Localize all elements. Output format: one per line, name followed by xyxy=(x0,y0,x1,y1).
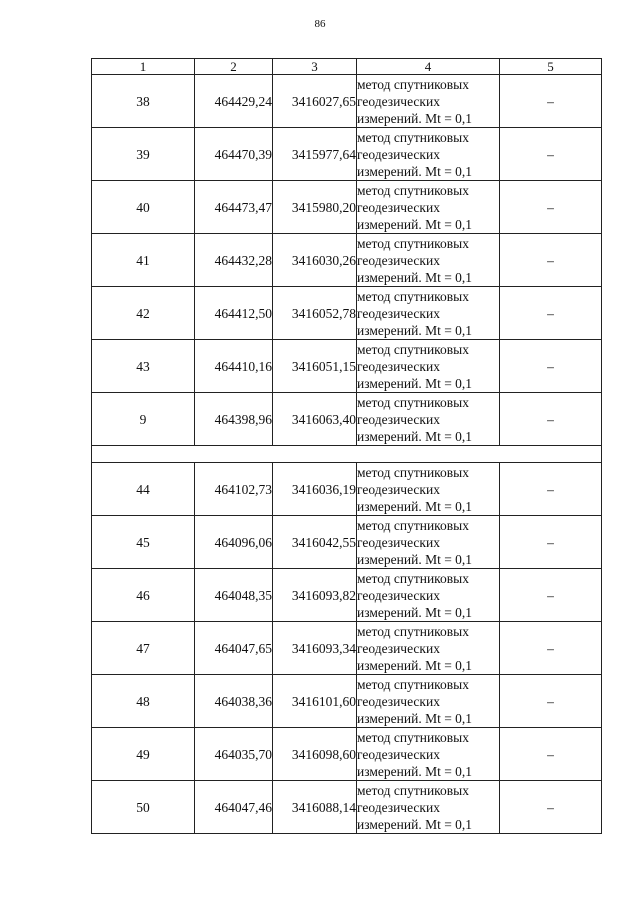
x-coordinate-cell: 464470,39 xyxy=(195,128,273,181)
column-header: 2 xyxy=(195,59,273,75)
method-cell xyxy=(357,781,500,834)
point-number-cell: 9 xyxy=(92,393,195,446)
point-number-cell: 41 xyxy=(92,234,195,287)
note-cell: – xyxy=(500,463,602,516)
note-cell: – xyxy=(500,234,602,287)
method-line: геодезических xyxy=(357,199,440,215)
y-coordinate-cell: 3416027,65 xyxy=(273,75,357,128)
method-line: метод спутниковых xyxy=(357,182,469,198)
note-cell: – xyxy=(500,75,602,128)
x-coordinate-cell: 464410,16 xyxy=(195,340,273,393)
point-number-cell: 47 xyxy=(92,622,195,675)
method-line: измерений. Mt = 0,1 xyxy=(357,657,473,673)
method-line: геодезических xyxy=(357,534,440,550)
method-line: измерений. Mt = 0,1 xyxy=(357,428,473,444)
y-coordinate-cell: 3416051,15 xyxy=(273,340,357,393)
table-row xyxy=(92,463,602,516)
point-number-cell: 48 xyxy=(92,675,195,728)
y-coordinate-cell: 3416036,19 xyxy=(273,463,357,516)
method-cell xyxy=(357,234,500,287)
point-number-cell: 39 xyxy=(92,128,195,181)
note-cell: – xyxy=(500,569,602,622)
method-line: метод спутниковых xyxy=(357,129,469,145)
table-row xyxy=(92,728,602,781)
column-header: 4 xyxy=(357,59,500,75)
method-line: геодезических xyxy=(357,93,440,109)
x-coordinate-cell: 464412,50 xyxy=(195,287,273,340)
table-row xyxy=(92,181,602,234)
method-line: измерений. Mt = 0,1 xyxy=(357,498,473,514)
table-row xyxy=(92,516,602,569)
table-header-row xyxy=(92,59,602,75)
method-line: измерений. Mt = 0,1 xyxy=(357,551,473,567)
method-line: измерений. Mt = 0,1 xyxy=(357,375,473,391)
y-coordinate-cell: 3416088,14 xyxy=(273,781,357,834)
method-line: измерений. Mt = 0,1 xyxy=(357,163,473,179)
table-row xyxy=(92,675,602,728)
method-line: метод спутниковых xyxy=(357,570,469,586)
method-cell xyxy=(357,569,500,622)
method-line: измерений. Mt = 0,1 xyxy=(357,604,473,620)
table-row xyxy=(92,393,602,446)
method-line: измерений. Mt = 0,1 xyxy=(357,216,473,232)
x-coordinate-cell: 464038,36 xyxy=(195,675,273,728)
table-separator-row xyxy=(92,446,602,463)
point-number-cell: 49 xyxy=(92,728,195,781)
x-coordinate-cell: 464429,24 xyxy=(195,75,273,128)
note-cell: – xyxy=(500,181,602,234)
method-line: измерений. Mt = 0,1 xyxy=(357,322,473,338)
coordinates-table xyxy=(91,58,602,834)
x-coordinate-cell: 464096,06 xyxy=(195,516,273,569)
table-row xyxy=(92,340,602,393)
y-coordinate-cell: 3416093,82 xyxy=(273,569,357,622)
method-cell xyxy=(357,516,500,569)
column-header: 5 xyxy=(500,59,602,75)
x-coordinate-cell: 464432,28 xyxy=(195,234,273,287)
y-coordinate-cell: 3416101,60 xyxy=(273,675,357,728)
table-row xyxy=(92,781,602,834)
method-cell xyxy=(357,128,500,181)
method-line: измерений. Mt = 0,1 xyxy=(357,269,473,285)
method-cell xyxy=(357,75,500,128)
method-line: геодезических xyxy=(357,799,440,815)
x-coordinate-cell: 464047,46 xyxy=(195,781,273,834)
table-body xyxy=(92,59,602,834)
method-line: метод спутниковых xyxy=(357,782,469,798)
method-cell xyxy=(357,287,500,340)
column-header: 3 xyxy=(273,59,357,75)
x-coordinate-cell: 464048,35 xyxy=(195,569,273,622)
x-coordinate-cell: 464398,96 xyxy=(195,393,273,446)
y-coordinate-cell: 3415980,20 xyxy=(273,181,357,234)
x-coordinate-cell: 464035,70 xyxy=(195,728,273,781)
method-cell xyxy=(357,622,500,675)
point-number-cell: 44 xyxy=(92,463,195,516)
method-line: геодезических xyxy=(357,411,440,427)
method-line: геодезических xyxy=(357,305,440,321)
y-coordinate-cell: 3416093,34 xyxy=(273,622,357,675)
note-cell: – xyxy=(500,675,602,728)
method-line: метод спутниковых xyxy=(357,517,469,533)
x-coordinate-cell: 464102,73 xyxy=(195,463,273,516)
note-cell: – xyxy=(500,516,602,569)
method-line: геодезических xyxy=(357,640,440,656)
table-row xyxy=(92,128,602,181)
method-line: метод спутниковых xyxy=(357,235,469,251)
method-line: геодезических xyxy=(357,746,440,762)
note-cell: – xyxy=(500,128,602,181)
note-cell: – xyxy=(500,393,602,446)
method-line: метод спутниковых xyxy=(357,394,469,410)
point-number-cell: 43 xyxy=(92,340,195,393)
method-line: метод спутниковых xyxy=(357,76,469,92)
method-cell xyxy=(357,181,500,234)
column-header: 1 xyxy=(92,59,195,75)
y-coordinate-cell: 3416098,60 xyxy=(273,728,357,781)
method-line: измерений. Mt = 0,1 xyxy=(357,763,473,779)
page-number: 86 xyxy=(314,18,326,30)
method-line: измерений. Mt = 0,1 xyxy=(357,710,473,726)
method-line: метод спутниковых xyxy=(357,623,469,639)
method-cell xyxy=(357,340,500,393)
x-coordinate-cell: 464473,47 xyxy=(195,181,273,234)
note-cell: – xyxy=(500,340,602,393)
method-line: измерений. Mt = 0,1 xyxy=(357,816,473,832)
note-cell: – xyxy=(500,622,602,675)
point-number-cell: 45 xyxy=(92,516,195,569)
y-coordinate-cell: 3416030,26 xyxy=(273,234,357,287)
point-number-cell: 46 xyxy=(92,569,195,622)
y-coordinate-cell: 3416042,55 xyxy=(273,516,357,569)
method-line: метод спутниковых xyxy=(357,341,469,357)
y-coordinate-cell: 3416063,40 xyxy=(273,393,357,446)
x-coordinate-cell: 464047,65 xyxy=(195,622,273,675)
method-cell xyxy=(357,728,500,781)
table-row xyxy=(92,622,602,675)
table-row xyxy=(92,234,602,287)
point-number-cell: 42 xyxy=(92,287,195,340)
note-cell: – xyxy=(500,781,602,834)
method-cell xyxy=(357,463,500,516)
method-line: измерений. Mt = 0,1 xyxy=(357,110,473,126)
method-line: геодезических xyxy=(357,252,440,268)
method-line: геодезических xyxy=(357,358,440,374)
method-line: геодезических xyxy=(357,693,440,709)
method-line: метод спутниковых xyxy=(357,676,469,692)
method-line: метод спутниковых xyxy=(357,464,469,480)
method-cell xyxy=(357,393,500,446)
table-row xyxy=(92,287,602,340)
note-cell: – xyxy=(500,728,602,781)
point-number-cell: 38 xyxy=(92,75,195,128)
method-line: метод спутниковых xyxy=(357,729,469,745)
table-row xyxy=(92,75,602,128)
note-cell: – xyxy=(500,287,602,340)
method-line: геодезических xyxy=(357,481,440,497)
y-coordinate-cell: 3416052,78 xyxy=(273,287,357,340)
method-line: геодезических xyxy=(357,587,440,603)
method-cell xyxy=(357,675,500,728)
separator-cell xyxy=(92,446,602,463)
method-line: геодезических xyxy=(357,146,440,162)
method-line: метод спутниковых xyxy=(357,288,469,304)
table-row xyxy=(92,569,602,622)
point-number-cell: 40 xyxy=(92,181,195,234)
point-number-cell: 50 xyxy=(92,781,195,834)
y-coordinate-cell: 3415977,64 xyxy=(273,128,357,181)
